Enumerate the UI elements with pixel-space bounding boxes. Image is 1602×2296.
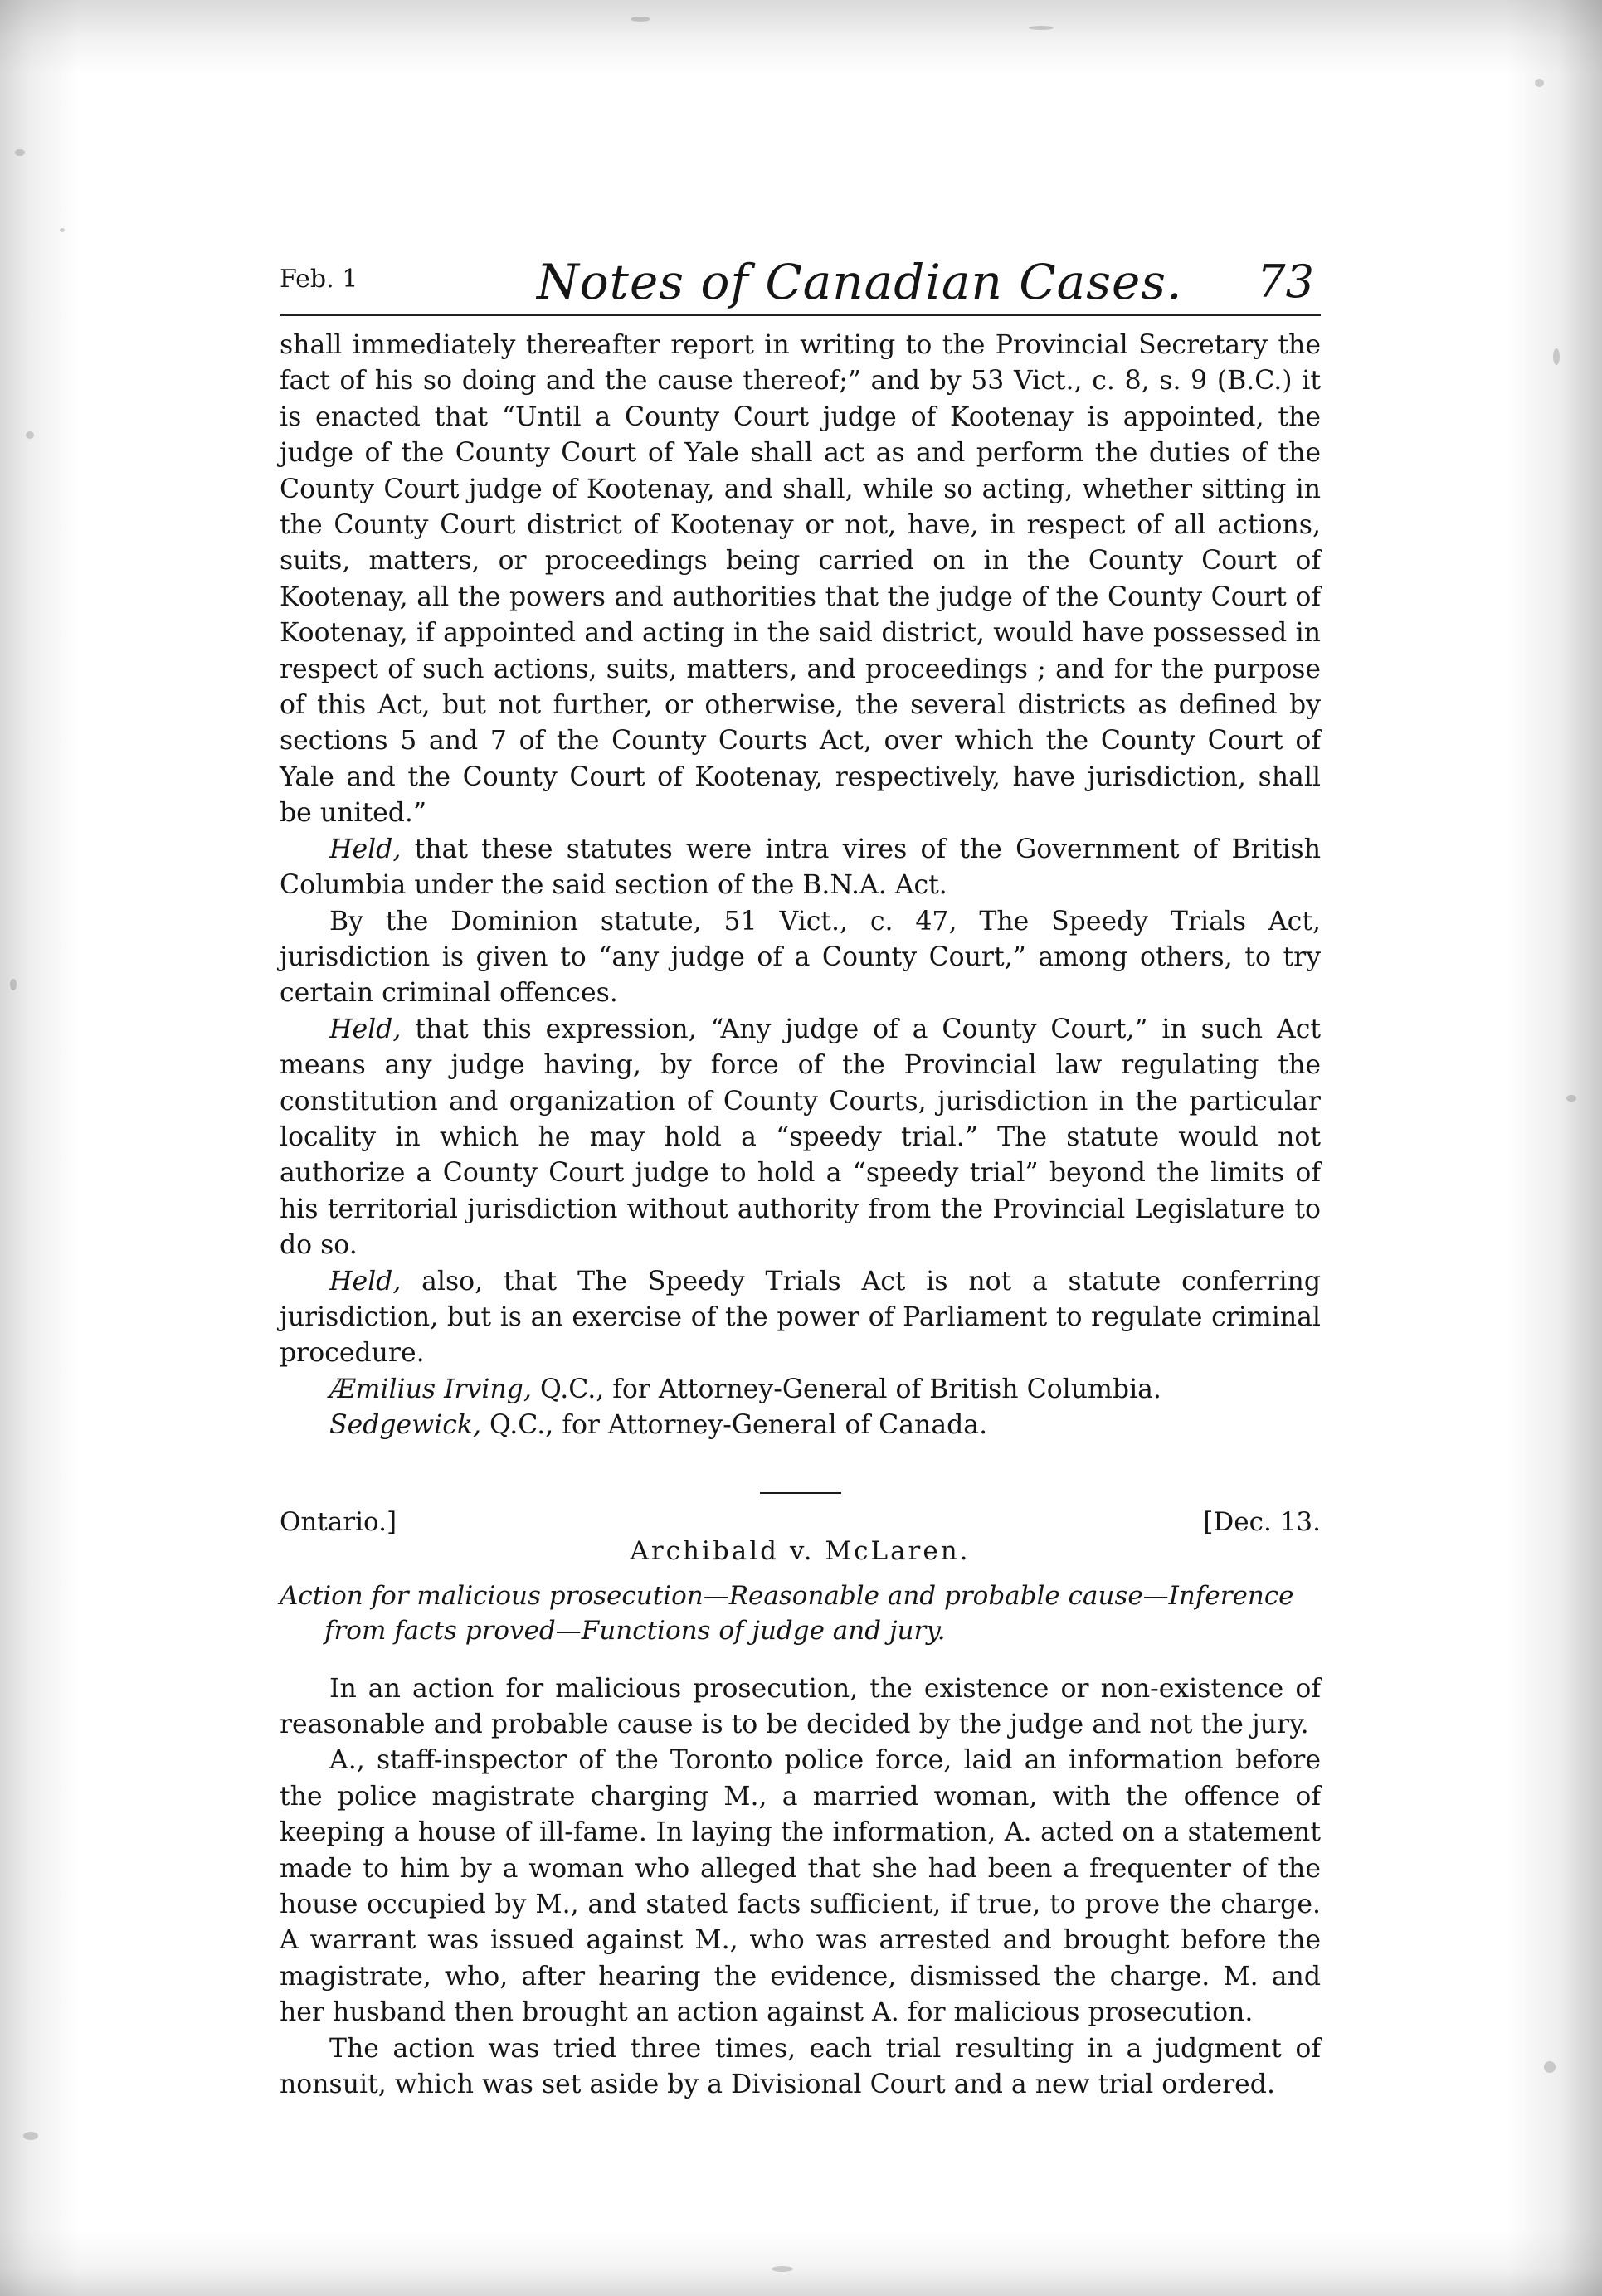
scan-speckle bbox=[1553, 348, 1560, 365]
holding-paragraph bbox=[280, 1264, 1321, 1372]
headnote-line: Action for malicious prosecution—Reasonable and probable cause—Inference bbox=[280, 1580, 1294, 1611]
case-date: [Dec. 13. bbox=[1203, 1506, 1321, 1537]
page-header bbox=[280, 254, 1321, 316]
holding-text: that these statutes were intra vires of the Government of British Columbia under the said section of the B.N.A. Act. bbox=[280, 834, 1321, 901]
case-section bbox=[280, 1501, 1321, 2104]
counsel-role: Q.C., for Attorney-General of British Columbia. bbox=[539, 1374, 1161, 1404]
scan-speckle bbox=[15, 149, 25, 156]
document-page bbox=[280, 254, 1321, 2104]
case-heading bbox=[280, 1501, 1321, 1578]
holding-text: that this expression, “Any judge of a County Court,” in such Act means any judge having, by force of the Provincial law regulating the constitution and organization of County Courts, jurisdiction in the particular locality in which he may hold a “speedy trial.” The statute would not authorize a County Court judge to hold a “speedy trial” beyond the limits of his territorial jurisdiction without authority from the Provincial Legislature to do so. bbox=[280, 1014, 1322, 1261]
case-paragraph: In an action for malicious prosecution, the existence or non-existence of reasonable and probable cause is to be decided by the judge and not the jury. bbox=[280, 1673, 1321, 1739]
page-number: 73 bbox=[1257, 255, 1314, 308]
scan-speckle bbox=[1029, 26, 1054, 30]
section-divider bbox=[760, 1492, 841, 1494]
counsel-line bbox=[329, 1372, 1321, 1408]
header-date: Feb. 1 bbox=[280, 265, 358, 294]
held-label: Held, bbox=[329, 1014, 402, 1044]
holding-text: also, that The Speedy Trials Act is not a statute conferring jurisdiction, but is an exercise of the power of Parliament to regulate criminal procedure. bbox=[280, 1266, 1322, 1369]
counsel-role: Q.C., for Attorney-General of Canada. bbox=[489, 1410, 988, 1441]
case-headnote bbox=[280, 1578, 1309, 1648]
holding-paragraph bbox=[280, 1012, 1321, 1264]
scan-speckle bbox=[1544, 2061, 1556, 2073]
scan-speckle bbox=[10, 979, 17, 990]
dominion-statute-paragraph: By the Dominion statute, 51 Vict., c. 47, The Speedy Trials Act, jurisdiction is given to “any judge of a County Court,” among others, to try certain criminal offences. bbox=[280, 906, 1321, 1009]
held-label: Held, bbox=[329, 1266, 402, 1296]
counsel-name: Sedgewick, bbox=[329, 1410, 481, 1441]
case-title: Archibald v. McLaren. bbox=[630, 1535, 971, 1566]
scan-speckle bbox=[772, 2266, 793, 2272]
statute-paragraph: shall immediately thereafter report in writing to the Provincial Secretary the fact of his so doing and the cause thereof;” and by 53 Vict., c. 8, s. 9 (B.C.) it is enacted that “Until a County Court judge of Kootenay is appointed, the judge of the County Court of Yale shall act as and perform the duties of the County Court judge of Kootenay, and shall, while so acting, whether sitting in the County Court district of Kootenay or not, have, in respect of all actions, suits, matters, or proceedings being carried on in the County Court of Kootenay, all the powers and authorities that the judge of the County Court of Kootenay, if appointed and acting in the said district, would have possessed in respect of such actions, suits, matters, and proceedings ; and for the purpose of this Act, but not further, or otherwise, the several districts as defined by sections 5 and 7 of the County Courts Act, over which the County Court of Yale and the County Court of Kootenay, respectively, have jurisdiction, shall be united.” bbox=[280, 330, 1321, 829]
running-title: Notes of Canadian Cases. bbox=[537, 254, 1183, 310]
scan-speckle bbox=[26, 431, 34, 439]
scan-speckle bbox=[23, 2132, 38, 2140]
scan-speckle bbox=[1566, 1095, 1576, 1102]
scan-speckle bbox=[1535, 79, 1544, 87]
scan-speckle bbox=[631, 17, 650, 22]
counsel-name: Æmilius Irving, bbox=[329, 1374, 532, 1404]
headnote-line: from facts proved—Functions of judge and jury. bbox=[324, 1615, 946, 1646]
case-paragraph: A., staff-inspector of the Toronto police force, laid an information before the police magistrate charging M., a married woman, with the offence of keeping a house of ill-fame. In laying the information, A. acted on a statement made to him by a woman who alleged that she had been a frequenter of the house occupied by M., and stated facts sufficient, if true, to prove the charge. A warrant was issued against M., who was arrested and brought before the magistrate, who, after hearing the evidence, dismissed the charge. M. and her husband then brought an action against A. for malicious prosecution. bbox=[280, 1745, 1321, 2028]
case-decision-text bbox=[280, 1671, 1321, 2104]
counsel-line bbox=[329, 1408, 1321, 1443]
court-label: Ontario.] bbox=[280, 1506, 397, 1537]
scan-speckle bbox=[60, 228, 65, 232]
statute-case-section bbox=[280, 328, 1321, 1444]
held-label: Held, bbox=[329, 834, 402, 864]
holding-paragraph bbox=[280, 832, 1321, 904]
case-paragraph: The action was tried three times, each trial resulting in a judgment of nonsuit, which was set aside by a Divisional Court and a new trial ordered. bbox=[280, 2033, 1321, 2100]
